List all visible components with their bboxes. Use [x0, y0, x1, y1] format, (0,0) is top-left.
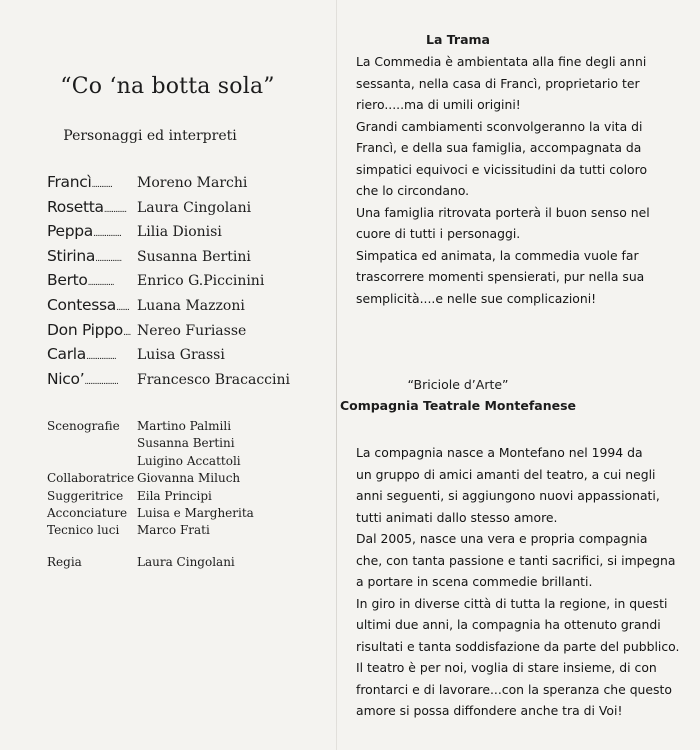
cast-actor: Francesco Bracaccini: [137, 371, 290, 388]
cast-actor: Laura Cingolani: [137, 199, 252, 216]
director-row: [47, 555, 235, 569]
plot-line: simpatici equivoci e vicissitudini da tutti coloro: [356, 161, 648, 177]
cast-role: Nico’..................: [47, 369, 118, 388]
cast-role: Peppa...............: [47, 222, 121, 241]
cast-actor: Nereo Furiasse: [137, 322, 247, 339]
plot-line: cuore di tutti i personaggi.: [356, 226, 521, 241]
cast-row: [47, 198, 332, 223]
plot-line: trascorrere momenti spensierati, pur nella sua: [356, 269, 645, 284]
company-line: Dal 2005, nasce una vera e propria compagnia: [356, 531, 648, 546]
play-title: “Co ‘na botta sola”: [60, 74, 275, 99]
crew-label: Tecnico luci: [47, 523, 120, 538]
plot-line: Simpatica ed animata, la commedia vuole far: [356, 247, 639, 263]
company-line: tutti animati dallo stesso amore.: [356, 509, 558, 525]
cast-actor: Lilia Dionisi: [137, 224, 222, 241]
cast-actor: Luisa Grassi: [137, 347, 225, 364]
crew-name: Luisa e Margherita: [137, 506, 254, 521]
company-text: [356, 442, 696, 722]
company-line: ultimi due anni, la compagnia ha ottenuto grandi: [356, 617, 661, 632]
company-line: un gruppo di amici amanti del teatro, a cui negli: [356, 466, 656, 482]
left-page: [0, 0, 335, 750]
cast-row: [47, 321, 332, 346]
crew-list: [47, 418, 332, 540]
cast-actor: Susanna Bertini: [137, 248, 251, 265]
crew-names: [137, 522, 210, 539]
plot-line: Una famiglia ritrovata porterà il buon senso nel: [356, 204, 650, 220]
crew-row: [47, 522, 332, 539]
crew-row: [47, 470, 332, 487]
plot-line: La Commedia è ambientata alla fine degli anni: [356, 54, 647, 69]
cast-row: [47, 247, 332, 272]
company-line: Il teatro è per noi, voglia di stare insieme, di con: [356, 660, 657, 675]
plot-line: Francì, e della sua famiglia, accompagnata da: [356, 140, 642, 155]
crew-names: [137, 418, 241, 470]
plot-line: sessanta, nella casa di Francì, proprietario ter: [356, 75, 640, 91]
crew-name: Luigino Accattoli: [137, 453, 241, 468]
crew-name: Giovanna Miluch: [137, 471, 241, 486]
page-fold-divider: [336, 0, 337, 750]
company-line: risultati e tanta soddisfazione da parte del pubblico.: [356, 638, 680, 654]
cast-actor: Enrico G.Piccinini: [137, 273, 265, 290]
cast-row: [47, 296, 332, 321]
plot-text: [356, 51, 696, 309]
company-line: anni seguenti, si aggiungono nuovi appassionati,: [356, 488, 660, 503]
cast-actor: Luana Mazzoni: [137, 297, 245, 314]
cast-role: Francì...........: [47, 173, 112, 191]
company-full-name: Compagnia Teatrale Montefanese: [339, 398, 577, 413]
cast-list: [47, 173, 332, 394]
company-line: In giro in diverse città di tutta la regione, in questi: [356, 595, 668, 611]
crew-row: [47, 488, 332, 505]
cast-row: [47, 370, 332, 395]
plot-line: che lo circondano.: [356, 183, 470, 198]
crew-label: Scenografie: [47, 419, 120, 433]
cast-role: Contessa.......: [47, 295, 130, 314]
crew-name: Marco Frati: [137, 523, 210, 538]
crew-name: Eila Principi: [137, 488, 212, 503]
company-line: frontarci e di lavorare...con la speranza che questo: [356, 681, 672, 697]
director-name: Laura Cingolani: [137, 555, 235, 569]
crew-row: [47, 505, 332, 522]
crew-names: [137, 505, 254, 522]
cast-role: Rosetta............: [47, 197, 127, 216]
cast-actor: Moreno Marchi: [137, 175, 248, 191]
director-label: Regia: [47, 555, 82, 569]
cast-row: [47, 345, 332, 370]
cast-row: [47, 222, 332, 247]
cast-row: [47, 173, 332, 198]
plot-line: semplicità....e nelle sue complicazioni!: [356, 290, 597, 306]
crew-label: Acconciature: [47, 506, 128, 521]
company-line: che, con tanta passione e tanti sacrifici, si impegna: [356, 552, 676, 568]
cast-role: Berto..............: [47, 271, 114, 290]
right-page: [338, 0, 700, 750]
crew-label: Suggeritrice: [47, 488, 124, 503]
plot-line: Grandi cambiamenti sconvolgeranno la vita di: [356, 118, 643, 134]
cast-heading: Personaggi ed interpreti: [63, 128, 237, 144]
company-line: La compagnia nasce a Montefano nel 1994 da: [356, 445, 643, 460]
crew-names: [137, 470, 240, 487]
company-name: “Briciole d’Arte”: [407, 377, 509, 392]
crew-label: Collaboratrice: [47, 471, 135, 486]
plot-heading: La Trama: [426, 32, 490, 47]
cast-role: Stirina..............: [47, 246, 122, 265]
company-line: a portare in scena commedie brillanti.: [356, 574, 593, 589]
crew-name: Martino Palmili: [137, 419, 232, 433]
crew-name: Susanna Bertini: [137, 436, 235, 451]
crew-names: [137, 488, 212, 505]
cast-row: [47, 271, 332, 296]
cast-role: Carla................: [47, 345, 116, 364]
crew-row: [47, 418, 332, 470]
cast-role: Don Pippo....: [47, 320, 131, 339]
plot-line: riero.....ma di umili origini!: [356, 97, 521, 112]
company-line: amore si possa diffondere anche tra di Voi!: [356, 703, 623, 718]
